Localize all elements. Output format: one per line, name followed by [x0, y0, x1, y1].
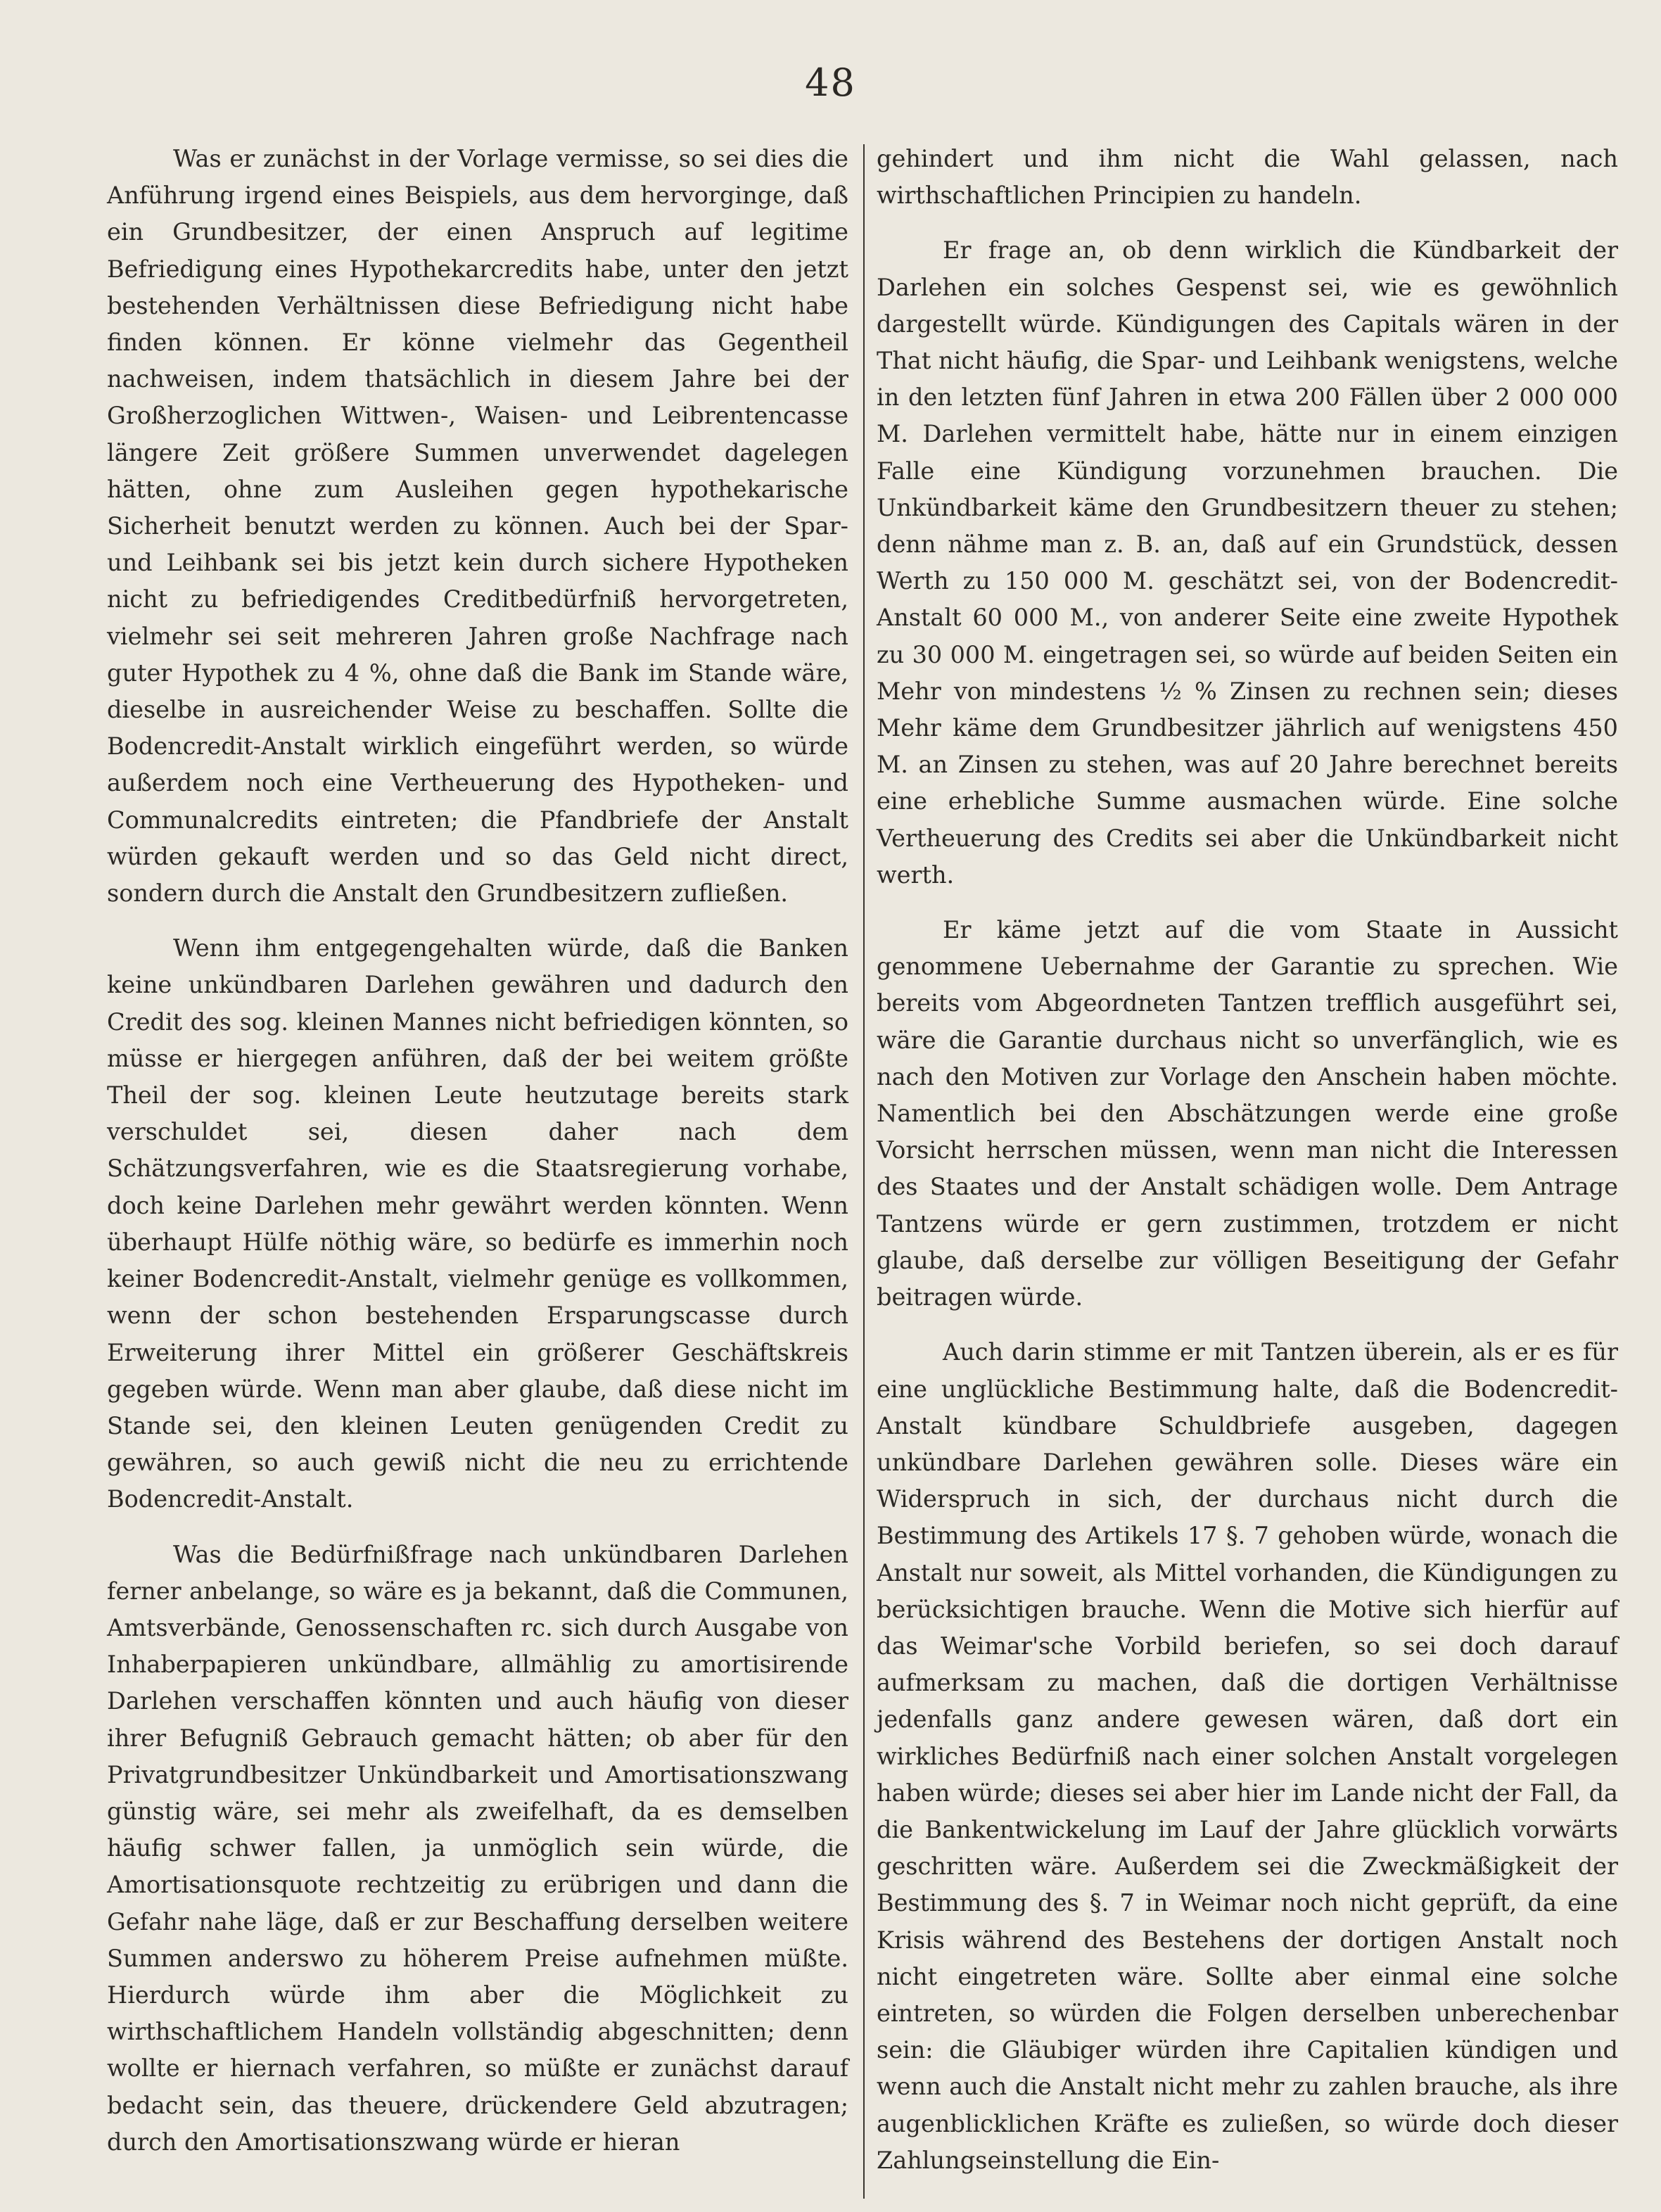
left-column: [107, 141, 848, 2161]
paragraph: Er käme jetzt auf die vom Staate in Aussicht genommene Uebernahme der Garantie zu sprechen. Wie bereits vom Abgeordneten Tantzen trefflich ausgeführt sei, wäre die Garantie durchaus nicht so unverfänglich, wie es nach den Motiven zur Vorlage den Anschein haben möchte. Namentlich bei den Abschätzungen werde eine große Vorsicht herrschen müssen, wenn man nicht die Interessen des Staates und der Anstalt schädigen wolle. Dem Antrage Tantzens würde er gern zustimmen, trotzdem er nicht glaube, daß derselbe zur völligen Beseitigung der Gefahr beitragen würde.: [877, 916, 1618, 1311]
column-divider: [863, 144, 865, 2199]
paragraph: Er frage an, ob denn wirklich die Kündbarkeit der Darlehen ein solches Gespenst sei, wie es gewöhnlich dargestellt würde. Kündigungen des Capitals wären in der That nicht häufig, die Spar- und Leihbank wenigstens, welche in den letzten fünf Jahren in etwa 200 Fällen über 2 000 000 M. Darlehen vermittelt habe, hätte nur in einem einzigen Falle eine Kündigung vorzunehmen brauchen. Die Unkündbarkeit käme den Grundbesitzern theuer zu stehen; denn nähme man z. B. an, daß auf ein Grundstück, dessen Werth zu 150 000 M. geschätzt sei, von der Bodencredit-Anstalt 60 000 M., von anderer Seite eine zweite Hypothek zu 30 000 M. eingetragen sei, so würde auf beiden Seiten ein Mehr von mindestens ½ % Zinsen zu rechnen sein; dieses Mehr käme dem Grundbesitzer jährlich auf wenigstens 450 M. an Zinsen zu stehen, was auf 20 Jahre berechnet bereits eine erhebliche Summe ausmachen würde. Eine solche Vertheuerung des Credits sei aber die Unkündbarkeit nicht werth.: [877, 236, 1618, 889]
paragraph: Wenn ihm entgegengehalten würde, daß die Banken keine unkündbaren Darlehen gewähren und dadurch den Credit des sog. kleinen Mannes nicht befriedigen könnten, so müsse er hiergegen anführen, daß der bei weitem größte Theil der sog. kleinen Leute heutzutage bereits stark verschuldet sei, diesen daher nach dem Schätzungsverfahren, wie es die Staatsregierung vorhabe, doch keine Darlehen mehr gewährt werden könnten. Wenn überhaupt Hülfe nöthig wäre, so bedürfe es immerhin noch keiner Bodencredit-Anstalt, vielmehr genüge es vollkommen, wenn der schon bestehenden Ersparungscasse durch Erweiterung ihrer Mittel ein größerer Geschäftskreis gegeben würde. Wenn man aber glaube, daß diese nicht im Stande sei, den kleinen Leuten genügenden Credit zu gewähren, so auch gewiß nicht die neu zu errichtende Bodencredit-Anstalt.: [107, 934, 848, 1513]
paragraph: Auch darin stimme er mit Tantzen überein, als er es für eine unglückliche Bestimmung halte, daß die Bodencredit-Anstalt kündbare Schuldbriefe ausgeben, dagegen unkündbare Darlehen gewähren solle. Dieses wäre ein Widerspruch in sich, der durchaus nicht durch die Bestimmung des Artikels 17 §. 7 gehoben würde, wonach die Anstalt nur soweit, als Mittel vorhanden, die Kündigungen zu berücksichtigen brauche. Wenn die Motive sich hierfür auf das Weimar'sche Vorbild beriefen, so sei doch darauf aufmerksam zu machen, daß die dortigen Verhältnisse jedenfalls ganz andere gewesen wären, daß dort ein wirkliches Bedürfniß nach einer solchen Anstalt vorgelegen haben würde; dieses sei aber hier im Lande nicht der Fall, da die Bankentwickelung im Lauf der Jahre glücklich vorwärts geschritten wäre. Außerdem sei die Zweckmäßigkeit der Bestimmung des §. 7 in Weimar noch nicht geprüft, da eine Krisis während des Bestehens der dortigen Anstalt noch nicht eingetreten wäre. Sollte aber einmal eine solche eintreten, so würden die Folgen derselben unberechenbar sein: die Gläubiger würden ihre Capitalien kündigen und wenn auch die Anstalt nicht mehr zu zahlen brauche, als ihre augenblicklichen Kräfte es zuließen, so würde doch dieser Zahlungseinstellung die Ein-: [877, 1338, 1618, 2174]
paragraph: Was die Bedürfnißfrage nach unkündbaren Darlehen ferner anbelange, so wäre es ja bekannt, daß die Communen, Amtsverbände, Genossenschaften rc. sich durch Ausgabe von Inhaberpapieren unkündbare, allmählig zu amortisirende Darlehen verschaffen könnten und auch häufig von dieser ihrer Befugniß Gebrauch gemacht hätten; ob aber für den Privatgrundbesitzer Unkündbarkeit und Amortisationszwang günstig wäre, sei mehr als zweifelhaft, da es demselben häufig schwer fallen, ja unmöglich sein würde, die Amortisationsquote rechtzeitig zu erübrigen und dann die Gefahr nahe läge, daß er zur Beschaffung derselben weitere Summen anderswo zu höherem Preise aufnehmen müßte. Hierdurch würde ihm aber die Möglichkeit zu wirthschaftlichem Handeln vollständig abgeschnitten; denn wollte er hiernach verfahren, so müßte er zunächst darauf bedacht sein, das theuere, drückendere Geld abzutragen; durch den Amortisationszwang würde er hieran: [107, 1540, 848, 2156]
page-number: 48: [805, 61, 856, 105]
paragraph: gehindert und ihm nicht die Wahl gelassen, nach wirthschaftlichen Principien zu handeln.: [877, 145, 1618, 210]
right-column: [877, 141, 1618, 2179]
paragraph: Was er zunächst in der Vorlage vermisse, so sei dies die Anführung irgend eines Beispiels, aus dem hervorginge, daß ein Grundbesitzer, der einen Anspruch auf legitime Befriedigung eines Hypothekarcredits habe, unter den jetzt bestehenden Verhältnissen diese Befriedigung nicht habe finden können. Er könne vielmehr das Gegentheil nachweisen, indem thatsächlich in diesem Jahre bei der Großherzoglichen Wittwen-, Waisen- und Leibrentencasse längere Zeit größere Summen unverwendet dagelegen hätten, ohne zum Ausleihen gegen hypothekarische Sicherheit benutzt werden zu können. Auch bei der Spar- und Leihbank sei bis jetzt kein durch sichere Hypotheken nicht zu befriedigendes Creditbedürfniß hervorgetreten, vielmehr sei seit mehreren Jahren große Nachfrage nach guter Hypothek zu 4 %, ohne daß die Bank im Stande wäre, dieselbe in ausreichender Weise zu beschaffen. Sollte die Bodencredit-Anstalt wirklich eingeführt werden, so würde außerdem noch eine Vertheuerung des Hypotheken- und Communalcredits eintreten; die Pfandbriefe der Anstalt würden gekauft werden und so das Geld nicht direct, sondern durch die Anstalt den Grundbesitzern zufließen.: [107, 145, 848, 908]
